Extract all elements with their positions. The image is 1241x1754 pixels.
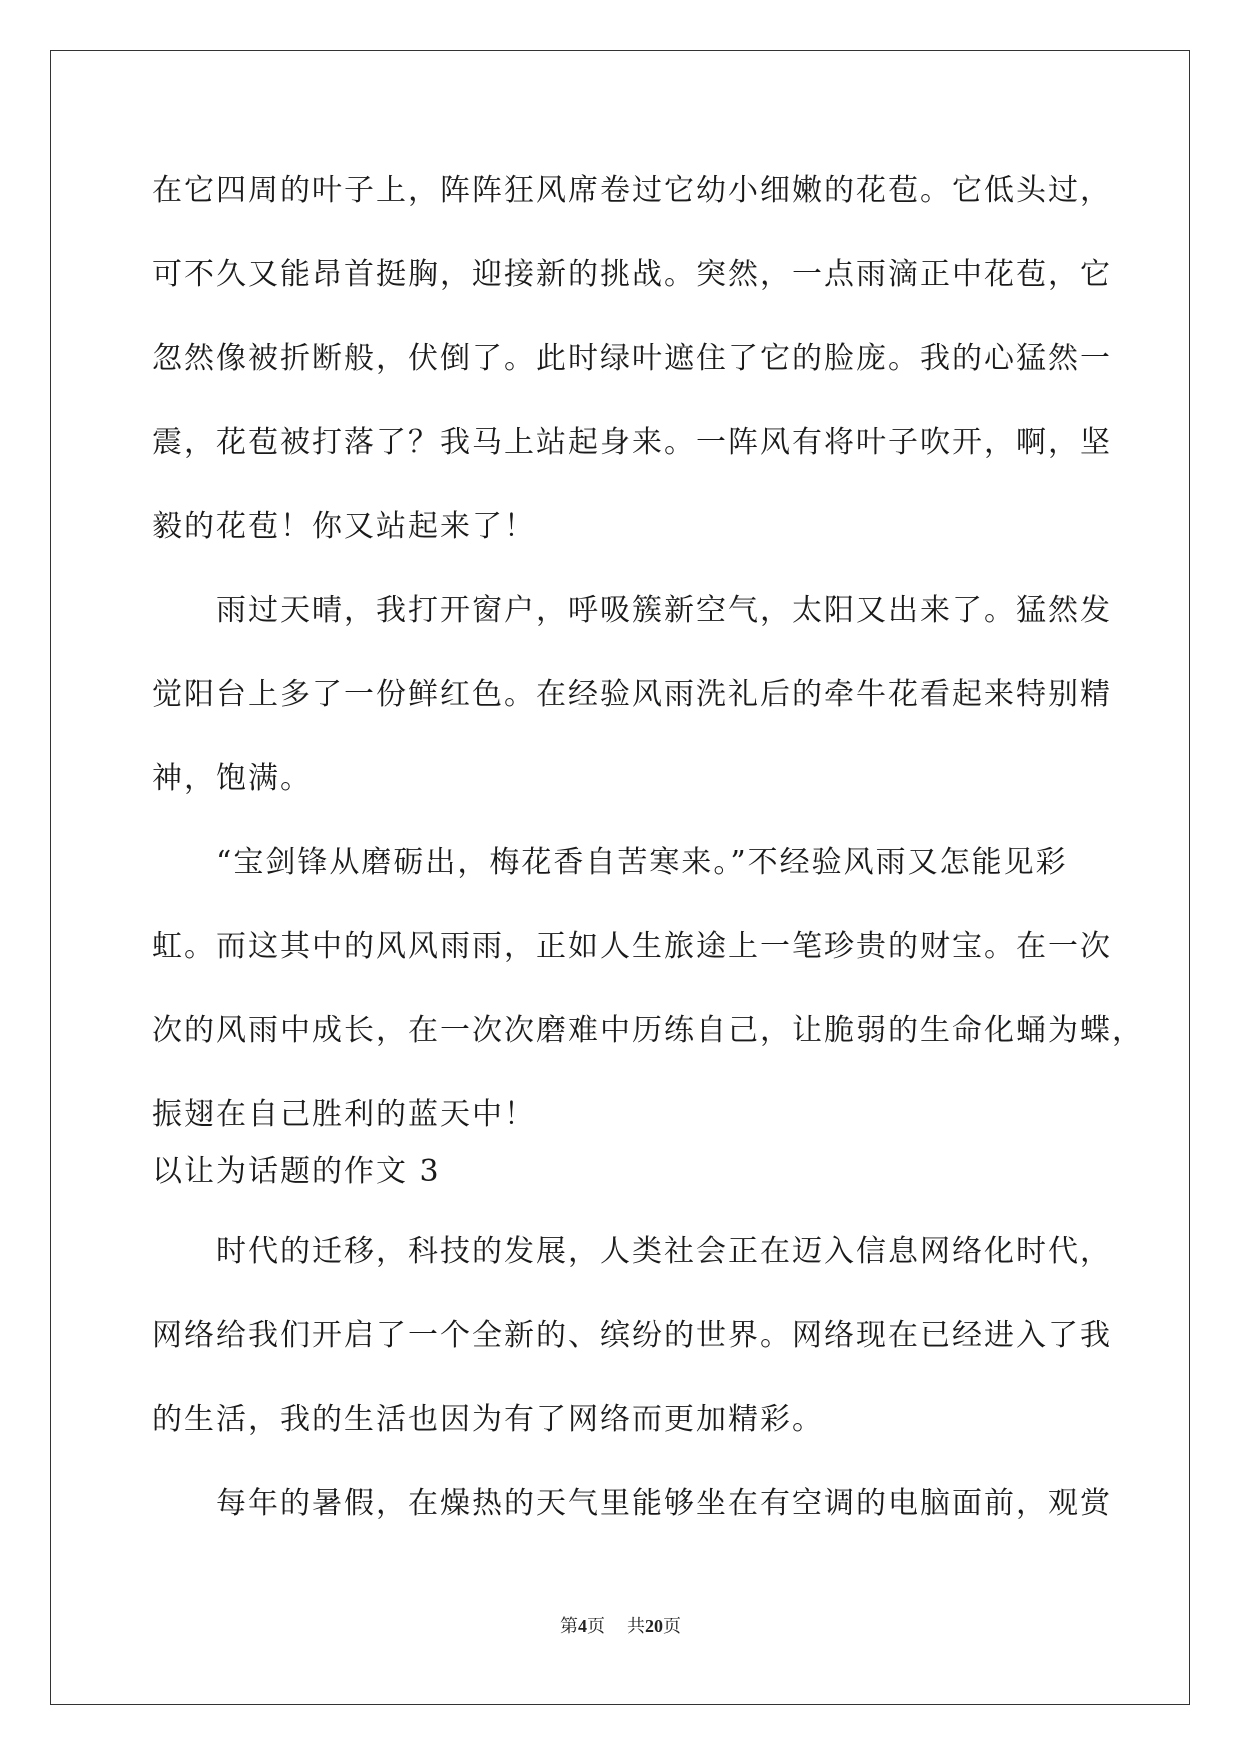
total-label-prefix: 共	[627, 1616, 645, 1636]
body-line: 觉阳台上多了一份鲜红色。在经验风雨洗礼后的牵牛花看起来特别精	[152, 677, 1112, 712]
section-heading: 以让为话题的作文 3	[152, 1154, 441, 1189]
page-footer	[0, 1612, 1241, 1638]
total-pages: 20	[645, 1616, 663, 1636]
body-line: 忽然像被折断般，伏倒了。此时绿叶遮住了它的脸庞。我的心猛然一	[152, 341, 1112, 376]
body-line: 毅的花苞！你又站起来了！	[152, 509, 536, 544]
body-line: 的生活，我的生活也因为有了网络而更加精彩。	[152, 1402, 824, 1437]
body-line: 震，花苞被打落了？我马上站起身来。一阵风有将叶子吹开，啊，坚	[152, 425, 1112, 460]
body-line: 雨过天晴，我打开窗户，呼吸簇新空气，太阳又出来了。猛然发	[152, 593, 1112, 628]
body-line: 每年的暑假，在燥热的天气里能够坐在有空调的电脑面前，观赏	[152, 1486, 1112, 1521]
page-label-prefix: 第	[560, 1616, 578, 1636]
body-line: 振翅在自己胜利的蓝天中！	[152, 1097, 536, 1132]
body-line: 在它四周的叶子上，阵阵狂风席卷过它幼小细嫩的花苞。它低头过，	[152, 173, 1112, 208]
page-number: 4	[578, 1616, 587, 1636]
body-line: 神，饱满。	[152, 761, 312, 796]
body-line: 网络给我们开启了一个全新的、缤纷的世界。网络现在已经进入了我	[152, 1318, 1112, 1353]
body-line: 时代的迁移，科技的发展，人类社会正在迈入信息网络化时代，	[152, 1234, 1112, 1269]
body-line: 次的风雨中成长，在一次次磨难中历练自己，让脆弱的生命化蛹为蝶，	[152, 1013, 1144, 1048]
page-label-suffix: 页	[587, 1616, 605, 1636]
total-label-suffix: 页	[663, 1616, 681, 1636]
body-line: 可不久又能昂首挺胸，迎接新的挑战。突然，一点雨滴正中花苞，它	[152, 257, 1112, 292]
body-line: “宝剑锋从磨砺出，梅花香自苦寒来。”不经验风雨又怎能见彩	[152, 845, 1068, 880]
body-line: 虹。而这其中的风风雨雨，正如人生旅途上一笔珍贵的财宝。在一次	[152, 929, 1112, 964]
